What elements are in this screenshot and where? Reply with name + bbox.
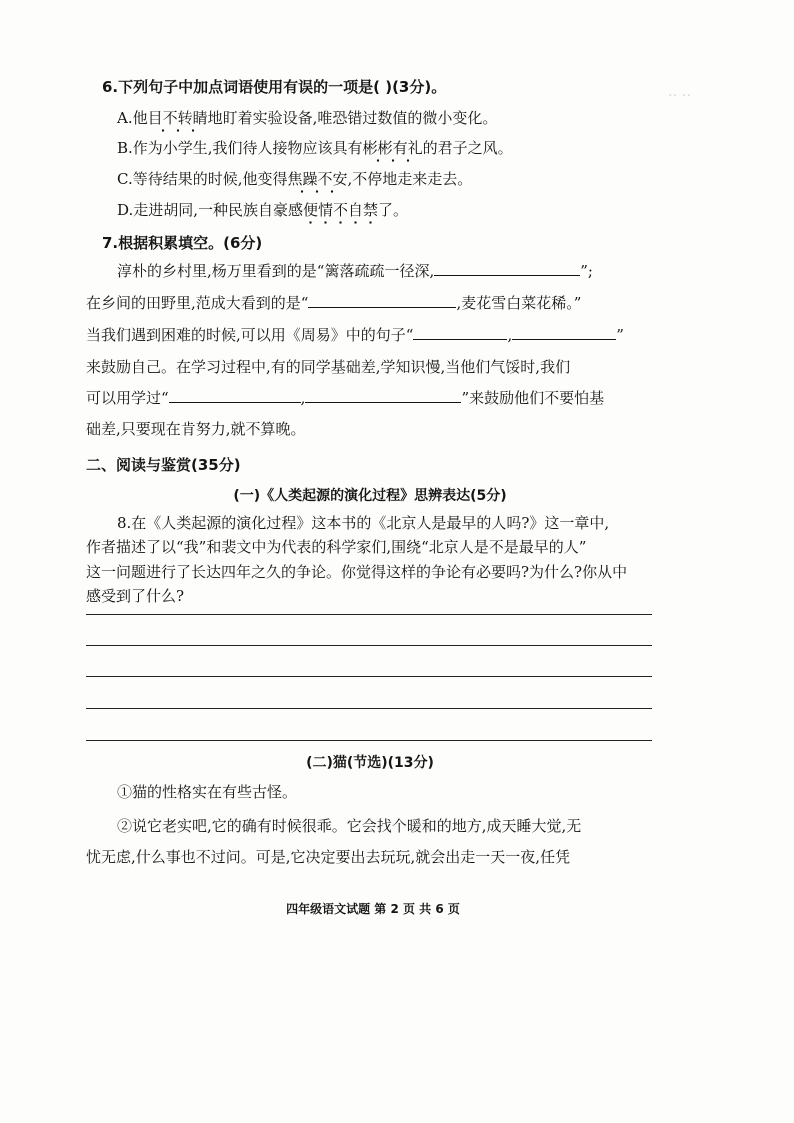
- q7-line-6: 础差,只要现在肯努力,就不算晚。: [86, 420, 306, 438]
- q6-b-prefix: B.作为小学生,我们待人接物应该具有: [117, 139, 363, 157]
- q7-l5-text: 可以用学过“: [86, 389, 169, 407]
- q7-line-1: [117, 260, 593, 281]
- q6-d-dotted-word: 便情不自禁: [303, 201, 379, 219]
- q6-a-dotted-word: 目不转睛: [147, 109, 208, 127]
- q7-blank-4[interactable]: [512, 324, 616, 340]
- q6-option-b[interactable]: [117, 137, 513, 158]
- q6-c-dotted-word: 焦躁不安: [287, 170, 348, 188]
- part1-title: (一)《人类起源的演化过程》思辨表达(5分): [233, 488, 507, 504]
- q7-l1-end: ”;: [580, 262, 593, 280]
- q7-l2-text: 在乡间的田野里,范成大看到的是“: [86, 294, 309, 312]
- q6-title: 6.下列句子中加点词语使用有误的一项是( )(3分)。: [102, 78, 447, 96]
- page-footer: 四年级语文试题 第 2 页 共 6 页: [286, 902, 460, 916]
- q7-line-2: [86, 292, 581, 313]
- answer-line[interactable]: [86, 708, 652, 709]
- q7-l3-end: ”: [616, 326, 624, 344]
- q7-blank-3[interactable]: [413, 324, 507, 340]
- q7-l1-text: 淳朴的乡村里,杨万里看到的是“篱落疏疏一径深,: [117, 262, 435, 280]
- q7-blank-6[interactable]: [305, 387, 461, 403]
- q7-l3-comma: ,: [507, 326, 513, 344]
- part2-title: (二)猫(节选)(13分): [306, 755, 434, 771]
- answer-line[interactable]: [86, 676, 652, 677]
- answer-line[interactable]: [86, 614, 652, 615]
- passage-paragraph-2-line-1: ②说它老实吧,它的确有时候很乖。它会找个暖和的地方,成天睡大觉,无: [117, 817, 582, 835]
- q6-d-suffix: 了。: [378, 201, 409, 219]
- q7-l5-comma: ,: [300, 389, 306, 407]
- q7-line-5: [86, 387, 604, 408]
- q6-a-prefix: A.他: [117, 109, 148, 127]
- q7-l2-end: ,麦花雪白菜花稀。”: [456, 294, 582, 312]
- q7-title: 7.根据积累填空。(6分): [102, 234, 263, 252]
- q7-line-3: [86, 324, 624, 345]
- q7-blank-2[interactable]: [308, 292, 456, 308]
- passage-paragraph-2-line-2: 忧无虑,什么事也不过问。可是,它决定要出去玩玩,就会出走一天一夜,任凭: [86, 848, 571, 866]
- q7-blank-1[interactable]: [434, 260, 580, 276]
- q8-line-1: 8.在《人类起源的演化过程》这本书的《北京人是最早的人吗?》这一章中,: [117, 514, 610, 532]
- q8-line-3: 这一问题进行了长达四年之久的争论。你觉得这样的争论有必要吗?为什么?你从中: [86, 563, 628, 581]
- q6-option-d[interactable]: [117, 199, 408, 220]
- q7-l3-text: 当我们遇到困难的时候,可以用《周易》中的句子“: [86, 326, 414, 344]
- q7-line-4: 来鼓励自己。在学习过程中,有的同学基础差,学知识慢,当他们气馁时,我们: [86, 358, 571, 376]
- q7-blank-5[interactable]: [169, 387, 301, 403]
- answer-line[interactable]: [86, 740, 652, 741]
- q6-a-suffix: 地盯着实验设备,唯恐错过数值的微小变化。: [207, 109, 498, 127]
- q8-line-2: 作者描述了以“我”和裴文中为代表的科学家们,围绕“北京人是不是最早的人”: [86, 538, 587, 556]
- q6-c-suffix: ,不停地走来走去。: [347, 170, 473, 188]
- q6-b-suffix: 的君子之风。: [422, 139, 513, 157]
- q6-option-a[interactable]: [117, 107, 497, 128]
- q8-line-4: 感受到了什么?: [86, 587, 185, 605]
- q6-b-dotted-word: 彬彬有礼: [362, 139, 423, 157]
- q6-option-c[interactable]: [117, 168, 472, 189]
- bleed-through-mark: ‥ ‥: [668, 84, 692, 100]
- q7-l5-end: ”来鼓励他们不要怕基: [461, 389, 605, 407]
- q6-c-prefix: C.等待结果的时候,他变得: [117, 170, 288, 188]
- answer-line[interactable]: [86, 645, 652, 646]
- passage-paragraph-1: ①猫的性格实在有些古怪。: [117, 783, 298, 801]
- q6-d-prefix: D.走进胡同,一种民族自豪感: [117, 201, 304, 219]
- section2-title: 二、阅读与鉴赏(35分): [86, 456, 241, 474]
